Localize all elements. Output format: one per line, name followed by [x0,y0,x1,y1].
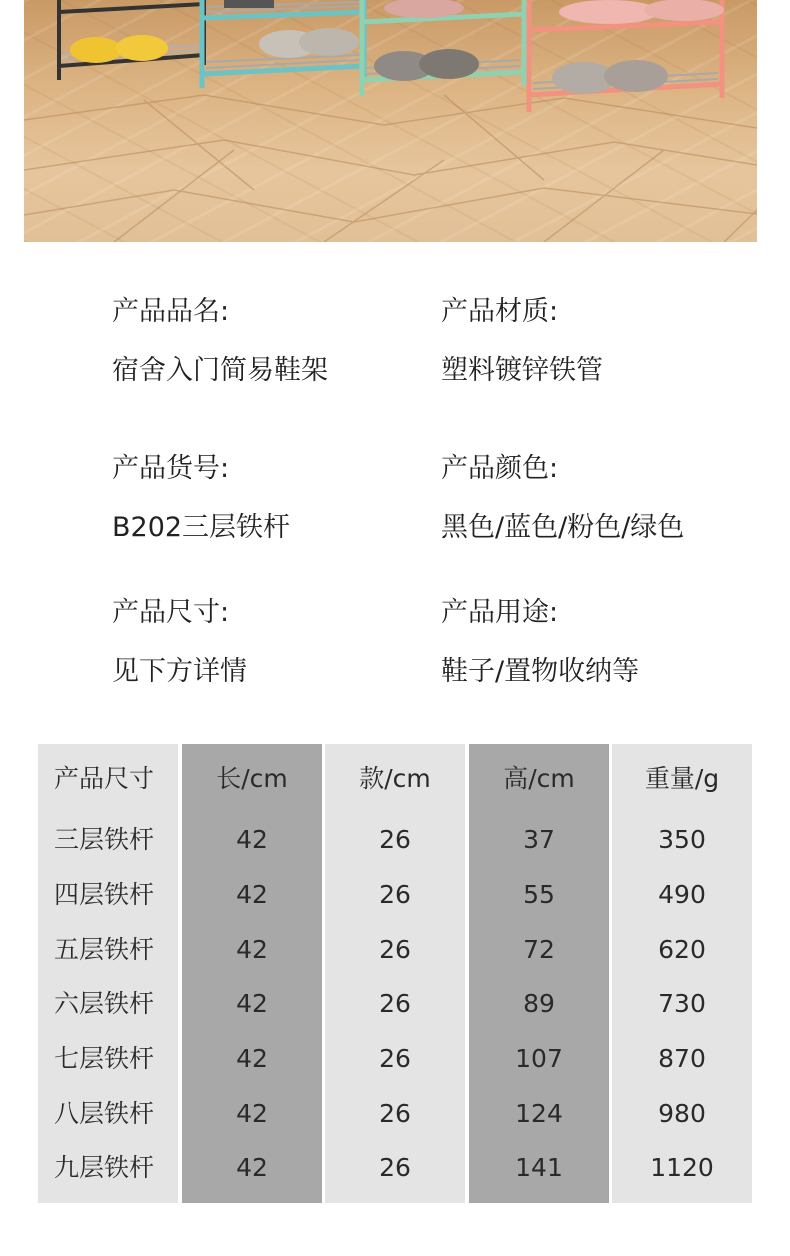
spec-value: 宿舍入门简易鞋架 [112,355,328,386]
table-cell: 730 [658,989,706,1018]
table-cell: 六层铁杆 [54,989,155,1018]
table-header: 长/cm [216,764,288,793]
table-cell: 72 [523,935,555,964]
table-cell: 1120 [650,1153,714,1182]
spec-label: 产品品名: [112,296,230,327]
spec-value: 塑料镀锌铁管 [441,355,603,386]
table-cell: 620 [658,935,706,964]
spec-value: 鞋子/置物收纳等 [441,656,640,687]
spec-value: B202三层铁杆 [112,512,291,543]
spec-material [441,295,603,388]
spec-colors [441,452,684,545]
table-column-model [38,744,178,1203]
spec-usage [441,596,639,689]
table-cell: 42 [236,1099,268,1128]
spec-label: 产品尺寸: [112,597,230,628]
table-cell: 26 [379,989,411,1018]
table-cell: 五层铁杆 [54,935,155,964]
spec-value: 黑色/蓝色/粉色/绿色 [441,512,685,543]
spec-size [112,596,247,689]
table-cell: 55 [523,880,555,909]
table-cell: 42 [236,989,268,1018]
table-column-height [469,744,609,1203]
table-cell: 870 [658,1044,706,1073]
spec-label: 产品用途: [441,597,559,628]
spec-label: 产品材质: [441,296,559,327]
spec-label: 产品货号: [112,453,230,484]
table-header: 产品尺寸 [54,764,155,793]
table-cell: 26 [379,1153,411,1182]
table-column-weight [612,744,752,1203]
table-cell: 42 [236,1153,268,1182]
shoe-rack-illustration [24,0,757,242]
table-cell: 42 [236,1044,268,1073]
size-table [38,744,752,1203]
table-cell: 26 [379,1099,411,1128]
table-cell: 42 [236,935,268,964]
table-cell: 26 [379,880,411,909]
table-cell: 350 [658,825,706,854]
table-cell: 三层铁杆 [54,825,155,854]
table-cell: 四层铁杆 [54,880,155,909]
table-cell: 42 [236,880,268,909]
table-cell: 七层铁杆 [54,1044,155,1073]
table-cell: 26 [379,1044,411,1073]
spec-value: 见下方详情 [112,656,247,687]
table-cell: 141 [515,1153,563,1182]
table-cell: 九层铁杆 [54,1153,155,1182]
table-cell: 26 [379,825,411,854]
table-cell: 980 [658,1099,706,1128]
table-cell: 124 [515,1099,563,1128]
spec-item-number [112,452,290,545]
table-cell: 89 [523,989,555,1018]
product-photo [24,0,757,242]
spec-product-name [112,295,328,388]
table-cell: 107 [515,1044,563,1073]
table-cell: 42 [236,825,268,854]
table-header: 重量/g [644,764,720,793]
table-cell: 37 [523,825,555,854]
table-header: 款/cm [359,764,431,793]
table-cell: 26 [379,935,411,964]
table-header: 高/cm [503,764,575,793]
spec-label: 产品颜色: [441,453,559,484]
table-column-length [182,744,322,1203]
table-cell: 490 [658,880,706,909]
table-column-width [325,744,465,1203]
table-cell: 八层铁杆 [54,1099,155,1128]
